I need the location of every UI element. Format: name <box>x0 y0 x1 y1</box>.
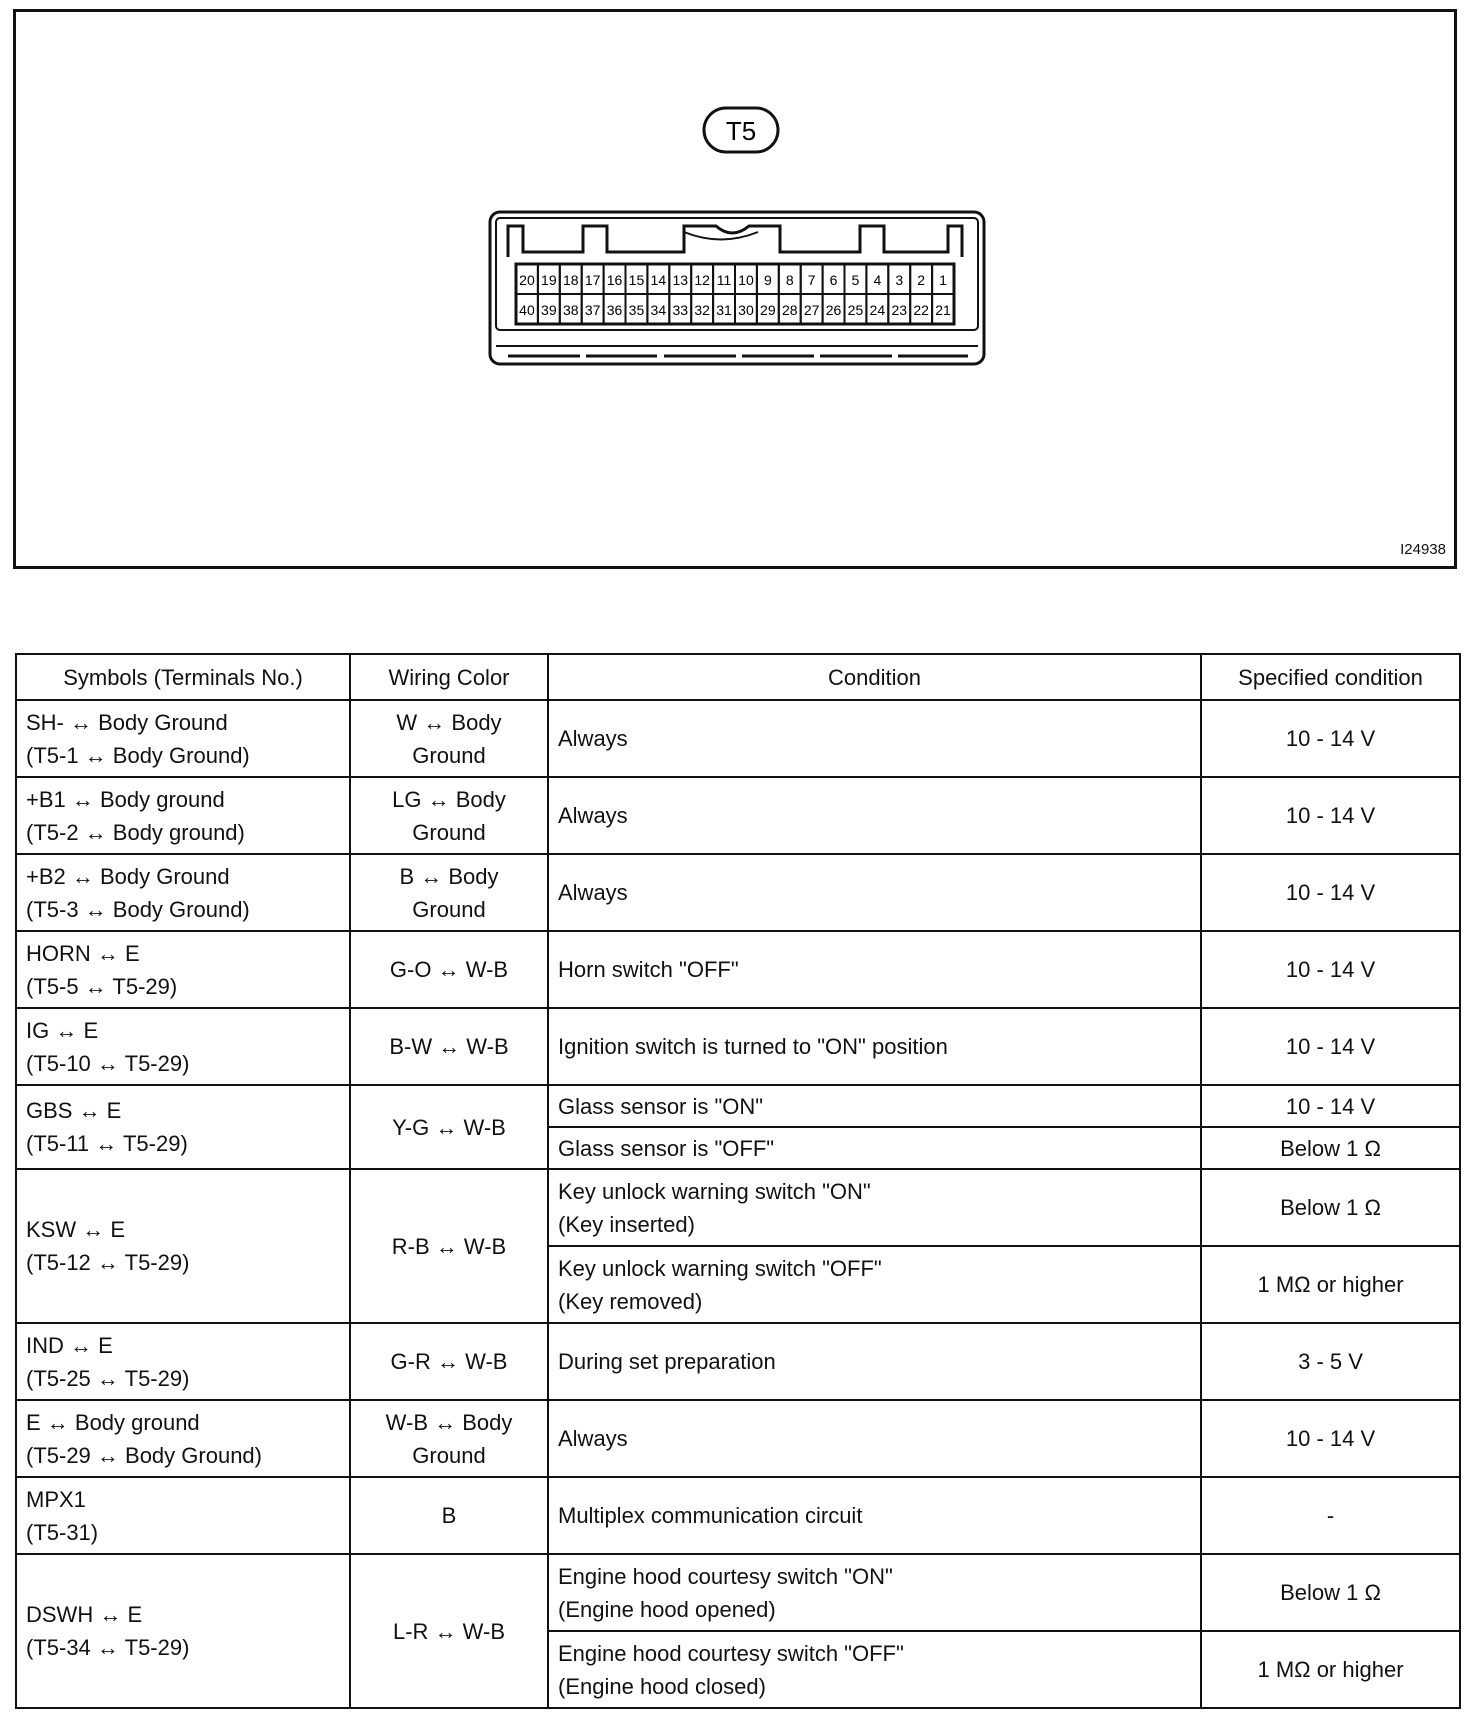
cell-text-line: L-R ↔ W-B <box>392 1618 506 1644</box>
condition-cell <box>548 777 1201 854</box>
pin-number: 33 <box>672 302 689 318</box>
pin-number: 38 <box>562 302 579 318</box>
wiring-color-cell <box>350 1323 548 1400</box>
wiring-color-cell <box>350 1554 548 1708</box>
cell-text-line: Ground <box>412 896 486 922</box>
cell-text-line: (T5-2 ↔ Body ground) <box>26 819 245 845</box>
table-row <box>16 1323 1460 1400</box>
symbol-cell <box>16 700 350 777</box>
pin-number: 14 <box>650 272 667 288</box>
wiring-color-cell <box>350 1169 548 1323</box>
connector-label: T5 <box>725 116 757 146</box>
specified-condition-cell: Below 1 Ω <box>1201 1127 1460 1169</box>
pin-number: 26 <box>825 302 842 318</box>
cell-text-line: Multiplex communication circuit <box>558 1503 863 1528</box>
pin-number: 30 <box>738 302 754 318</box>
symbol-cell <box>16 1323 350 1400</box>
pin-number: 29 <box>760 302 776 318</box>
cell-text-line: KSW ↔ E <box>26 1217 126 1242</box>
cell-text-line: (T5-29 ↔ Body Ground) <box>26 1442 262 1468</box>
pin-number: 23 <box>891 302 908 318</box>
pin-number: 4 <box>873 272 882 288</box>
pin-number: 17 <box>584 272 601 288</box>
connector-figure <box>13 9 1457 569</box>
pin-number: 12 <box>694 272 710 288</box>
pin-number: 31 <box>716 302 732 318</box>
cell-text-line: (T5-1 ↔ Body Ground) <box>26 742 250 768</box>
specified-condition-cell: - <box>1201 1477 1460 1554</box>
wiring-color-cell <box>350 1008 548 1085</box>
pin-number: 7 <box>807 272 816 288</box>
condition-cell <box>548 1323 1201 1400</box>
pin-number: 11 <box>716 272 732 288</box>
cell-text-line: Glass sensor is "OFF" <box>558 1135 775 1161</box>
cell-text-line: Always <box>558 1426 628 1451</box>
specified-condition-cell: 10 - 14 V <box>1201 854 1460 931</box>
specified-condition-cell: 1 MΩ or higher <box>1201 1246 1460 1323</box>
condition-cell <box>548 854 1201 931</box>
condition-cell <box>548 931 1201 1008</box>
figure-code: I24938 <box>1400 541 1446 558</box>
condition-cell <box>548 1008 1201 1085</box>
cell-text-line: Always <box>558 803 628 828</box>
cell-text-line: Engine hood courtesy switch "ON" <box>558 1563 893 1589</box>
condition-cell <box>548 1400 1201 1477</box>
symbol-cell <box>16 1554 350 1708</box>
specified-condition-cell: Below 1 Ω <box>1201 1554 1460 1631</box>
table-row <box>16 1085 1460 1127</box>
pin-number: 27 <box>803 302 820 318</box>
pin-number: 36 <box>606 302 623 318</box>
cell-text-line: Key unlock warning switch "OFF" <box>558 1255 882 1281</box>
pin-number: 5 <box>851 272 860 288</box>
pin-number: 20 <box>519 272 535 288</box>
wiring-color-cell <box>350 777 548 854</box>
specified-condition-cell: 1 MΩ or higher <box>1201 1631 1460 1708</box>
symbol-cell <box>16 854 350 931</box>
cell-text-line: (T5-25 ↔ T5-29) <box>26 1365 190 1391</box>
wiring-color-cell <box>350 1085 548 1169</box>
pin-number: 18 <box>562 272 579 288</box>
cell-text-line: (T5-5 ↔ T5-29) <box>26 973 178 999</box>
table-row <box>16 854 1460 931</box>
cell-text-line: (T5-3 ↔ Body Ground) <box>26 896 250 922</box>
condition-cell <box>548 1477 1201 1554</box>
symbol-cell <box>16 1477 350 1554</box>
pin-number: 22 <box>913 302 929 318</box>
table-row <box>16 931 1460 1008</box>
condition-cell <box>548 1127 1201 1169</box>
connector-drawing <box>16 12 1454 566</box>
symbol-cell <box>16 1008 350 1085</box>
cell-text-line: G-O ↔ W-B <box>389 957 509 982</box>
cell-text-line: (Engine hood closed) <box>558 1673 766 1699</box>
symbol-cell <box>16 777 350 854</box>
cell-text-line: (T5-31) <box>26 1519 99 1545</box>
header-symbols: Symbols (Terminals No.) <box>16 654 350 700</box>
cell-text-line: Ground <box>412 819 486 845</box>
cell-text-line: Ground <box>412 742 486 768</box>
cell-text-line: Key unlock warning switch "ON" <box>558 1178 871 1204</box>
cell-text-line: (Engine hood opened) <box>558 1596 776 1622</box>
condition-cell <box>548 1631 1201 1708</box>
table-row <box>16 777 1460 854</box>
cell-text-line: W ↔ Body <box>396 709 502 735</box>
pin-number: 13 <box>672 272 689 288</box>
cell-text-line: +B2 ↔ Body Ground <box>26 863 230 889</box>
cell-text-line: IND ↔ E <box>26 1332 113 1358</box>
pin-number: 8 <box>785 272 794 288</box>
cell-text-line: G-R ↔ W-B <box>390 1349 508 1374</box>
cell-text-line: Ignition switch is turned to "ON" position <box>558 1034 948 1059</box>
condition-cell <box>548 1554 1201 1631</box>
pin-number: 39 <box>541 302 557 318</box>
wiring-color-cell <box>350 1400 548 1477</box>
header-condition: Condition <box>548 654 1201 700</box>
table-row <box>16 700 1460 777</box>
cell-text-line: SH- ↔ Body Ground <box>26 709 228 735</box>
wiring-color-cell <box>350 931 548 1008</box>
pin-number: 40 <box>519 302 535 318</box>
wiring-color-cell <box>350 700 548 777</box>
pin-number: 15 <box>628 272 645 288</box>
specified-condition-cell: 10 - 14 V <box>1201 777 1460 854</box>
specified-condition-cell: 10 - 14 V <box>1201 1085 1460 1127</box>
cell-text-line: Horn switch "OFF" <box>558 957 739 982</box>
cell-text-line: (Key inserted) <box>558 1211 695 1237</box>
table-row <box>16 1477 1460 1554</box>
cell-text-line: MPX1 <box>26 1486 86 1512</box>
symbol-cell <box>16 931 350 1008</box>
pin-number: 28 <box>781 302 798 318</box>
pin-number: 16 <box>606 272 623 288</box>
condition-cell <box>548 1246 1201 1323</box>
cell-text-line: Glass sensor is "ON" <box>558 1093 764 1119</box>
cell-text-line: (T5-34 ↔ T5-29) <box>26 1635 190 1660</box>
table-body <box>16 700 1460 1708</box>
pin-number: 37 <box>584 302 601 318</box>
cell-text-line: HORN ↔ E <box>26 940 140 966</box>
specified-condition-cell: 3 - 5 V <box>1201 1323 1460 1400</box>
specified-condition-cell: 10 - 14 V <box>1201 1008 1460 1085</box>
cell-text-line: Engine hood courtesy switch "OFF" <box>558 1640 904 1666</box>
terminal-spec-table <box>15 653 1461 1709</box>
cell-text-line: Ground <box>412 1442 486 1468</box>
pin-number: 10 <box>738 272 754 288</box>
pin-number: 24 <box>869 302 886 318</box>
wiring-color-cell <box>350 1477 548 1554</box>
cell-text-line: W-B ↔ Body <box>385 1409 513 1435</box>
cell-text-line: Always <box>558 726 628 751</box>
table-row <box>16 1008 1460 1085</box>
specified-condition-cell: 10 - 14 V <box>1201 700 1460 777</box>
pin-number: 25 <box>847 302 864 318</box>
cell-text-line: +B1 ↔ Body ground <box>26 786 225 812</box>
pin-number: 3 <box>895 272 904 288</box>
cell-text-line: (Key removed) <box>558 1288 703 1314</box>
cell-text-line: DSWH ↔ E <box>26 1602 143 1627</box>
cell-text-line: R-B ↔ W-B <box>391 1233 507 1259</box>
cell-text-line: Y-G ↔ W-B <box>392 1114 506 1140</box>
cell-text-line: IG ↔ E <box>26 1017 99 1043</box>
table-header-row <box>16 654 1460 700</box>
pin-number: 6 <box>829 272 838 288</box>
symbol-cell <box>16 1400 350 1477</box>
symbol-cell <box>16 1169 350 1323</box>
table-row <box>16 1169 1460 1246</box>
specified-condition-cell: 10 - 14 V <box>1201 1400 1460 1477</box>
cell-text-line: During set preparation <box>558 1349 776 1374</box>
cell-text-line: GBS ↔ E <box>26 1098 122 1123</box>
cell-text-line: Always <box>558 880 628 905</box>
pin-number: 19 <box>541 272 557 288</box>
cell-text-line: B-W ↔ W-B <box>389 1034 509 1059</box>
condition-cell <box>548 1085 1201 1127</box>
cell-text-line: E ↔ Body ground <box>26 1409 200 1435</box>
table-row <box>16 1400 1460 1477</box>
specified-condition-cell: Below 1 Ω <box>1201 1169 1460 1246</box>
cell-text-line: LG ↔ Body <box>392 786 506 812</box>
cell-text-line: (T5-10 ↔ T5-29) <box>26 1050 190 1076</box>
header-specified-condition: Specified condition <box>1201 654 1460 700</box>
cell-text-line: B <box>441 1503 457 1528</box>
pin-number: 21 <box>935 302 951 318</box>
pin-number: 2 <box>917 272 926 288</box>
cell-text-line: (T5-11 ↔ T5-29) <box>26 1131 188 1156</box>
specified-condition-cell: 10 - 14 V <box>1201 931 1460 1008</box>
pin-number: 1 <box>939 272 947 288</box>
cell-text-line: (T5-12 ↔ T5-29) <box>26 1250 190 1275</box>
pin-number: 9 <box>763 272 772 288</box>
cell-text-line: B ↔ Body <box>399 863 499 889</box>
symbol-cell <box>16 1085 350 1169</box>
pin-number: 35 <box>628 302 645 318</box>
condition-cell <box>548 1169 1201 1246</box>
table-row <box>16 1554 1460 1631</box>
pin-number: 34 <box>650 302 667 318</box>
header-wiring-color: Wiring Color <box>350 654 548 700</box>
pin-number: 32 <box>694 302 710 318</box>
condition-cell <box>548 700 1201 777</box>
wiring-color-cell <box>350 854 548 931</box>
